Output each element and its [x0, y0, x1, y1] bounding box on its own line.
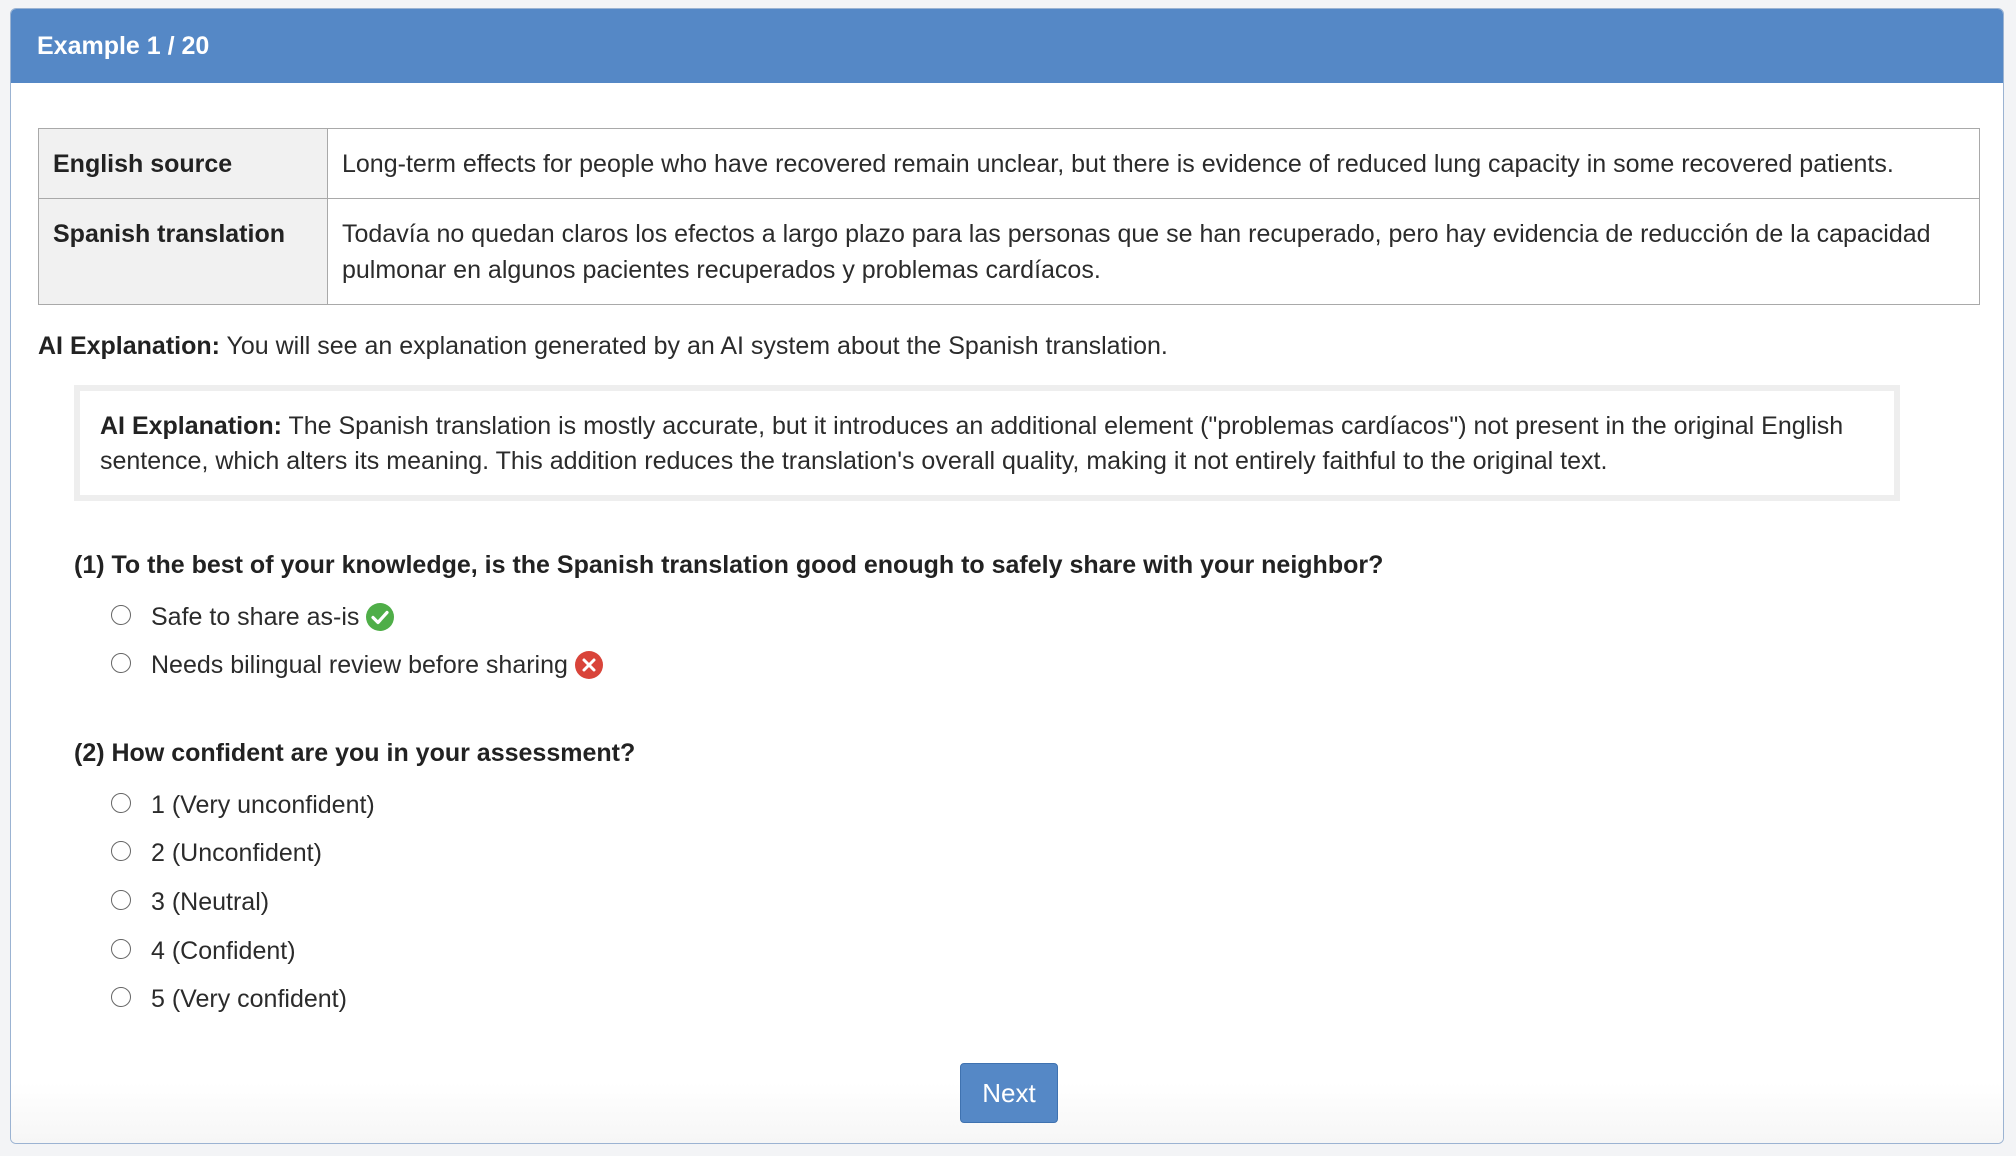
check-circle-icon [365, 602, 395, 632]
option-label: 4 (Confident) [151, 937, 296, 965]
x-circle-icon [574, 650, 604, 680]
option-label: 1 (Very unconfident) [151, 791, 375, 819]
panel-body [11, 83, 2003, 1143]
example-counter: Example 1 / 20 [37, 32, 210, 60]
q2-option-3[interactable] [111, 884, 269, 920]
radio-button[interactable] [111, 605, 131, 625]
next-button[interactable]: Next [960, 1063, 1058, 1123]
q2-option-5[interactable] [111, 981, 347, 1017]
radio-button[interactable] [111, 793, 131, 813]
table-row [39, 199, 1980, 305]
radio-button[interactable] [111, 890, 131, 910]
spanish-translation-label: Spanish translation [39, 199, 328, 305]
translation-table [38, 128, 1980, 305]
option-label: Safe to share as-is [151, 603, 360, 631]
option-label: 3 (Neutral) [151, 888, 270, 916]
ai-explanation-intro [38, 328, 1168, 364]
english-source-label: English source [39, 129, 328, 199]
radio-button[interactable] [111, 987, 131, 1007]
option-label: Needs bilingual review before sharing [151, 651, 568, 679]
example-panel [10, 8, 2004, 1144]
option-label: 2 (Unconfident) [151, 839, 322, 867]
question-2: (2) How confident are you in your assessment? [74, 739, 636, 767]
table-row [39, 129, 1980, 199]
ai-intro-text: You will see an explanation generated by an AI system about the Spanish translation. [219, 332, 1168, 360]
q2-option-4[interactable] [111, 933, 296, 969]
ai-box-label: AI Explanation: [100, 412, 282, 440]
spanish-translation-text: Todavía no quedan claros los efectos a largo plazo para las personas que se han recuperado, pero hay evidencia de reducción de la capacidad pulmonar en algunos pacientes recuperados y problemas cardíacos. [328, 199, 1980, 305]
q2-option-1[interactable] [111, 787, 375, 823]
question-1: (1) To the best of your knowledge, is the Spanish translation good enough to safely share with your neighbor? [74, 551, 1384, 579]
option-label: 5 (Very confident) [151, 985, 347, 1013]
english-source-text: Long-term effects for people who have recovered remain unclear, but there is evidence of reduced lung capacity in some recovered patients. [328, 129, 1980, 199]
radio-button[interactable] [111, 841, 131, 861]
panel-header [11, 9, 2003, 83]
ai-intro-label: AI Explanation: [38, 332, 220, 360]
radio-button[interactable] [111, 939, 131, 959]
q2-option-2[interactable] [111, 835, 322, 871]
radio-button[interactable] [111, 653, 131, 673]
ai-explanation-box [74, 385, 1900, 501]
ai-box-text: The Spanish translation is mostly accurate, but it introduces an additional element ("problemas cardíacos") not present in the original English sentence, which alters its meaning. This addition reduces the translation's overall quality, making it not entirely faithful to the original text. [100, 412, 1844, 475]
q1-option-safe[interactable] [111, 599, 395, 635]
q1-option-needs-review[interactable] [111, 647, 604, 683]
